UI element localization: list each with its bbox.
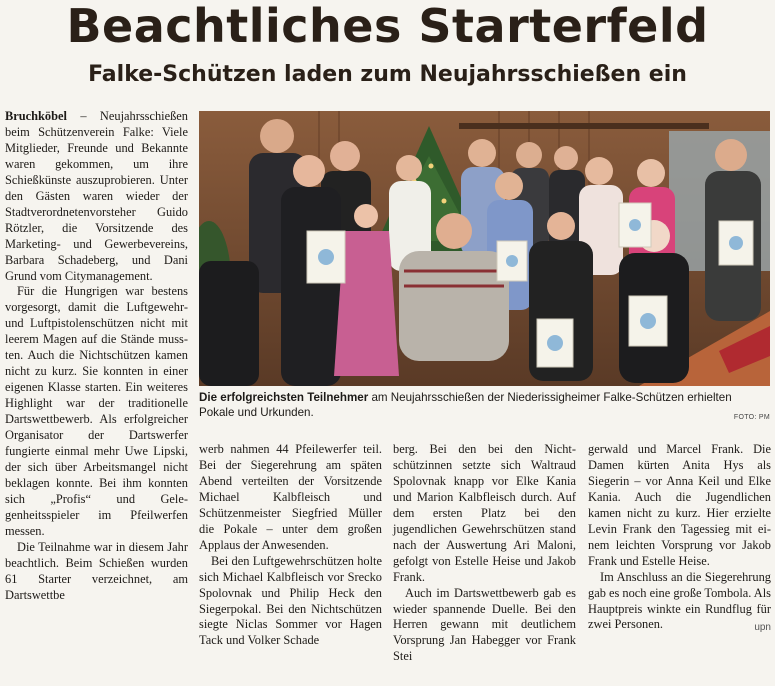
subheadline: Falke-Schützen laden zum Neujahrsschießen ein [88,62,687,87]
article-paragraph: Die Teilnahme war in diesem Jahr beachtlich. Beim Schießen wurden 61 Starter verzeichnet, am Dartswettbe [5,539,188,602]
article-paragraph: Bei den Luftgewehrschützen holte sich Michael Kalbfleisch vor Srecko Spolovnak und Philip Heck den Siegerpokal. Bei den Nichtschützen siegte Niclas Sommer vor Hagen Tack und Volker Schade [199,553,382,648]
article-column-1 [5,109,188,604]
group-photo [199,111,770,386]
author-signoff: upn [754,622,771,634]
article-paragraph: gerwald und Marcel Frank. Die Damen kürten Anita Hys als Siegerin – vor Anna Keil und Elke Kania. Auch die Jugendlichen kamen nicht zu kurz. Hier erzielte Levin Frank den Tagessieg mit einem leichten Vorsprung vor Jakob Frank und Estelle Heise. [588,442,771,568]
article-column-2 [199,442,382,649]
photo-credit: FOTO: PM [733,414,770,421]
article-paragraph: berg. Bei den bei den Nichtschützinnen setzte sich Waltraud Spolovnak knapp vor Elke Kania und Marion Kalbfleisch durch. Auf dem ersten Platz bei den jugendlichen Gewehrschützen stand nach der Auswertung Ari Maloni, gefolgt von Estelle Heise und Jakob Frank. [393,442,576,584]
caption-lead: Die erfolgreichsten Teilnehmer [199,391,369,404]
article-paragraph: werb nahmen 44 Pfeilewerfer teil. Bei der Siegerehrung am späten Abend verteilten der Vorsitzende Michael Kalbfleisch und Schützenmeister Siegfried Müller die Pokale – unter dem großen Applaus der Anwesenden. [199,442,382,552]
headline: Beachtliches Starterfeld [66,0,709,53]
article-column-4 [588,442,771,636]
article-paragraph: Auch im Dartswettbewerb gab es wieder spannende Duelle. Bei den Herren gewann mit deutlichem Vorsprung Jan Habegger vor Frank Stei [393,585,576,664]
article-paragraph: Für die Hungrigen war bestens vorgesorgt, damit die Luftgewehr- und Luftpistolenschützen nicht mit leerem Magen auf die Stände mussten. Auch die Nichtschützen kamen nicht zu kurz. Sie konnten in einer eigenen Klasse starten. Ein weiteres Highlight war der traditionelle Dartswettbewerb. Als erfolgreicher Organisator der Dartswerfer fungierte einmal mehr Uwe Lipski, der sich über Arbeitsmangel nicht beklagen konnte. Bei ihm konnten sich „Profis“ und Gelegenheitsspieler im Pfeilwerfen messen. [5,284,188,538]
group-photo-illustration [199,111,770,386]
article-paragraph: Im Anschluss an die Siegerehrung gab es noch eine große Tombola. Als Hauptpreis winkte ein Rundflug für zwei Personen. upn [588,570,771,634]
dateline: Bruchköbel [5,109,67,123]
photo-caption: Die erfolgreichsten Teilnehmer am Neujahrsschießen der Niederissigheimer Falke-Schützen erhielten Pokale und Urkunden. [199,391,732,419]
article-column-3 [393,442,576,665]
article-paragraph: Bruchköbel – Neujahrsschießen beim Schützenverein Falke: Viele Mitglieder, Freunde und Bekannte waren gekommen, um ihre Schießkünste auszuprobieren. Unter den Gästen waren wieder der Stadtverordnetenvorsteher Guido Rötzler, die Vorsitzende des Marketing- und Gewerbevereins, Barbara Schadeberg, und Dani Grund vom Citymanagement. [5,109,188,283]
